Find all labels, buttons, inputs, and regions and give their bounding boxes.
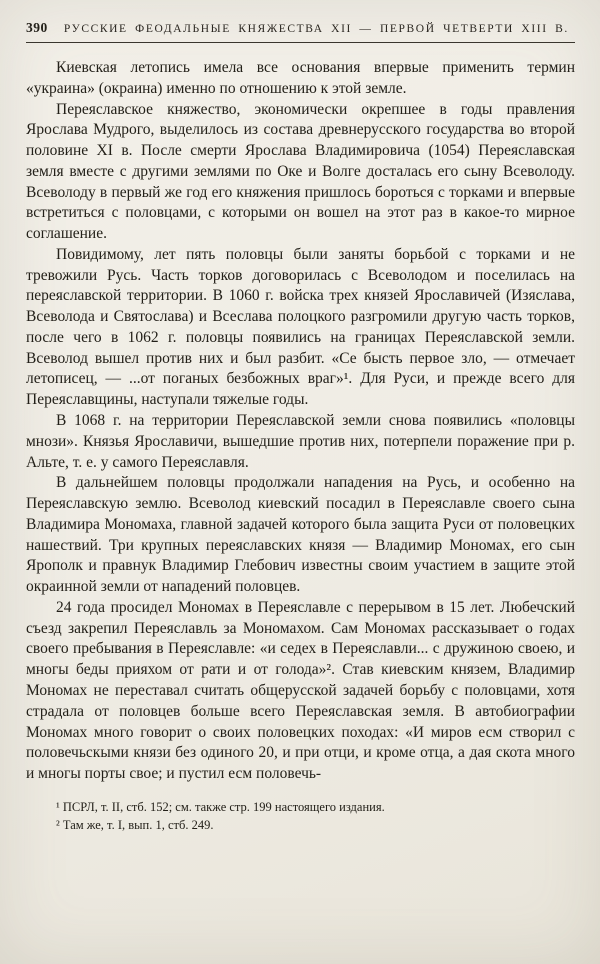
paragraph: 24 года просидел Мономах в Переяславле с перерывом в 15 лет. Любечский съезд закрепил Переяславль за Мономахом. Сам Мономах рассказывает о годах своего пребывания в Переяславле: «и седех в Переяславли... с дружиною своею, и многы беды прияхом от рати и от голода»². Став киевским князем, Владимир Мономах не переставал считать общерусской задачей борьбу с половцами, хотя страдала от половцев больше всего Переяславская земля. В автобиографии Мономах много говорит о своих половецких походах: «И миров есм створил с половечьскыми князи без одиного 20, и при отци, и кроме отца, а дая скота много и многы порты свое; и пустил есм половечь- <box>26 598 575 783</box>
header-rule <box>26 42 575 43</box>
running-header <box>26 20 575 36</box>
paragraph: Киевская летопись имела все основания впервые применить термин «украина» (окраина) именно по отношению к этой земле. <box>26 59 575 97</box>
paragraph: Повидимому, лет пять половцы были заняты борьбой с торками и не тревожили Русь. Часть торков договорилась с Всеволодом и поселилась на переяславской территории. В 1060 г. войска трех князей Ярославичей (Изяслава, Всеволода и Святослава) и Всеслава полоцкого разгромили другую часть торков, после чего в 1062 г. половцы появились на границах Переяславской земли. Всеволод вышел против них и был разбит. «Се бысть первое зло, — отмечает летописец, — ...от поганых безбожных враг»¹. Для Руси, и прежде всего для Переяславщины, наступали тяжелые годы. <box>26 245 575 409</box>
paragraph: Переяславское княжество, экономически окрепшее в годы правления Ярослава Мудрого, выделилось из состава древнерусского государства во второй половине XI в. После смерти Ярослава Владимировича (1054) Переяславская земля вместе с другими землями по Оке и Волге досталась его сыну Всеволоду. Всеволоду в первый же год его княжения пришлось бороться с торками и впервые встретиться с половцами, с которыми он вошел на этот раз в какое-то мирное соглашение. <box>26 100 575 243</box>
footnote: ² Там же, т. I, вып. 1, стб. 249. <box>56 817 214 832</box>
page-number: 390 <box>26 20 48 35</box>
paragraph: В 1068 г. на территории Переяславской земли снова появились «половцы мнози». Князья Ярославичи, вышедшие против них, потерпели поражение при р. Альте, т. е. у самого Переяславля. <box>26 412 575 471</box>
paragraph: В дальнейшем половцы продолжали нападения на Русь, и особенно на Переяславскую землю. Всеволод киевский посадил в Переяславле своего сына Владимира Мономаха, главной задачей которого была защита Руси от половецких нашествий. Три крупных переяславских князя — Владимир Мономах, его сын Ярополк и правнук Владимир Глебович известны своим участием в защите этой окраинной земли от нападений половцев. <box>26 474 575 596</box>
footnotes <box>26 799 575 835</box>
footnote: ¹ ПСРЛ, т. II, стб. 152; см. также стр. 199 настоящего издания. <box>56 799 385 814</box>
running-header-title: РУССКИЕ ФЕОДАЛЬНЫЕ КНЯЖЕСТВА XII — ПЕРВОЙ ЧЕТВЕРТИ XIII В. <box>63 23 569 35</box>
body-text <box>26 58 575 785</box>
